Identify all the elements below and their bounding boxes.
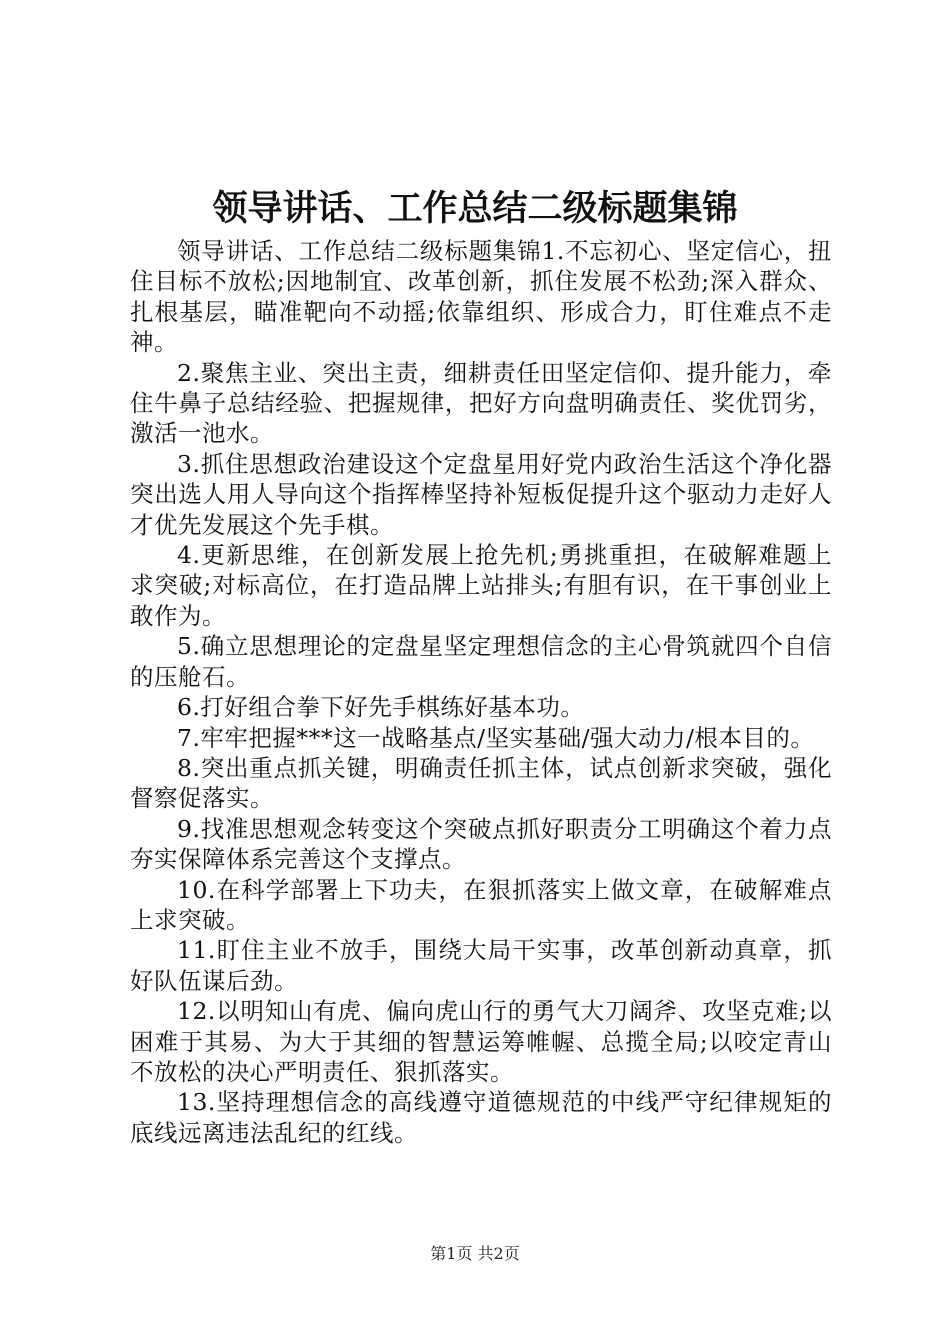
paragraph-item-7: 7.牢牢把握***这一战略基点/坚实基础/强大动力/根本目的。 [177, 723, 815, 752]
paragraph-item-3: 3.抓住思想政治建设这个定盘星用好党内政治生活这个净化器突出选人用人导向这个指挥棒坚持补短板促提升这个驱动力走好人才优先发展这个先手棋。 [130, 449, 832, 539]
document-title: 领导讲话、工作总结二级标题集锦 [212, 189, 738, 229]
paragraph-item-5: 5.确立思想理论的定盘星坚定理想信念的主心骨筑就四个自信的压舱石。 [130, 632, 832, 691]
paragraph-item-10: 10.在科学部署上下功夫，在狠抓落实上做文章，在破解难点上求突破。 [130, 875, 832, 934]
paragraph-item-13: 13.坚持理想信念的高线遵守道德规范的中线严守纪律规矩的底线远离违法乱纪的红线。 [130, 1088, 832, 1147]
paragraph-item-6: 6.打好组合拳下好先手棋练好基本功。 [177, 693, 585, 722]
page-footer: 第1页 共2页 [430, 1244, 520, 1263]
paragraph-item-11: 11.盯住主业不放手，围绕大局干实事，改革创新动真章，抓好队伍谋后劲。 [130, 936, 832, 995]
document-body [130, 236, 832, 1148]
paragraph-intro: 领导讲话、工作总结二级标题集锦1.不忘初心、坚定信心，扭住目标不放松;因地制宜、改革创新，抓住发展不松劲;深入群众、扎根基层，瞄准靶向不动摇;依靠组织、形成合力，盯住难点不走神。 [130, 237, 832, 357]
paragraph-item-9: 9.找准思想观念转变这个突破点抓好职责分工明确这个着力点夯实保障体系完善这个支撑点。 [130, 814, 832, 874]
paragraph-item-8: 8.突出重点抓关键，明确责任抓主体，试点创新求突破，强化督察促落实。 [130, 753, 832, 813]
paragraph-item-12: 12.以明知山有虎、偏向虎山行的勇气大刀阔斧、攻坚克难;以困难于其易、为大于其细的智慧运筹帷幄、总揽全局;以咬定青山不放松的决心严明责任、狠抓落实。 [130, 997, 832, 1086]
paragraph-item-4: 4.更新思维，在创新发展上抢先机;勇挑重担，在破解难题上求突破;对标高位，在打造品牌上站排头;有胆有识，在干事创业上敢作为。 [130, 541, 832, 630]
paragraph-item-2: 2.聚焦主业、突出主责，细耕责任田坚定信仰、提升能力，牵住牛鼻子总结经验、把握规律，把好方向盘明确责任、奖优罚劣，激活一池水。 [130, 358, 832, 448]
